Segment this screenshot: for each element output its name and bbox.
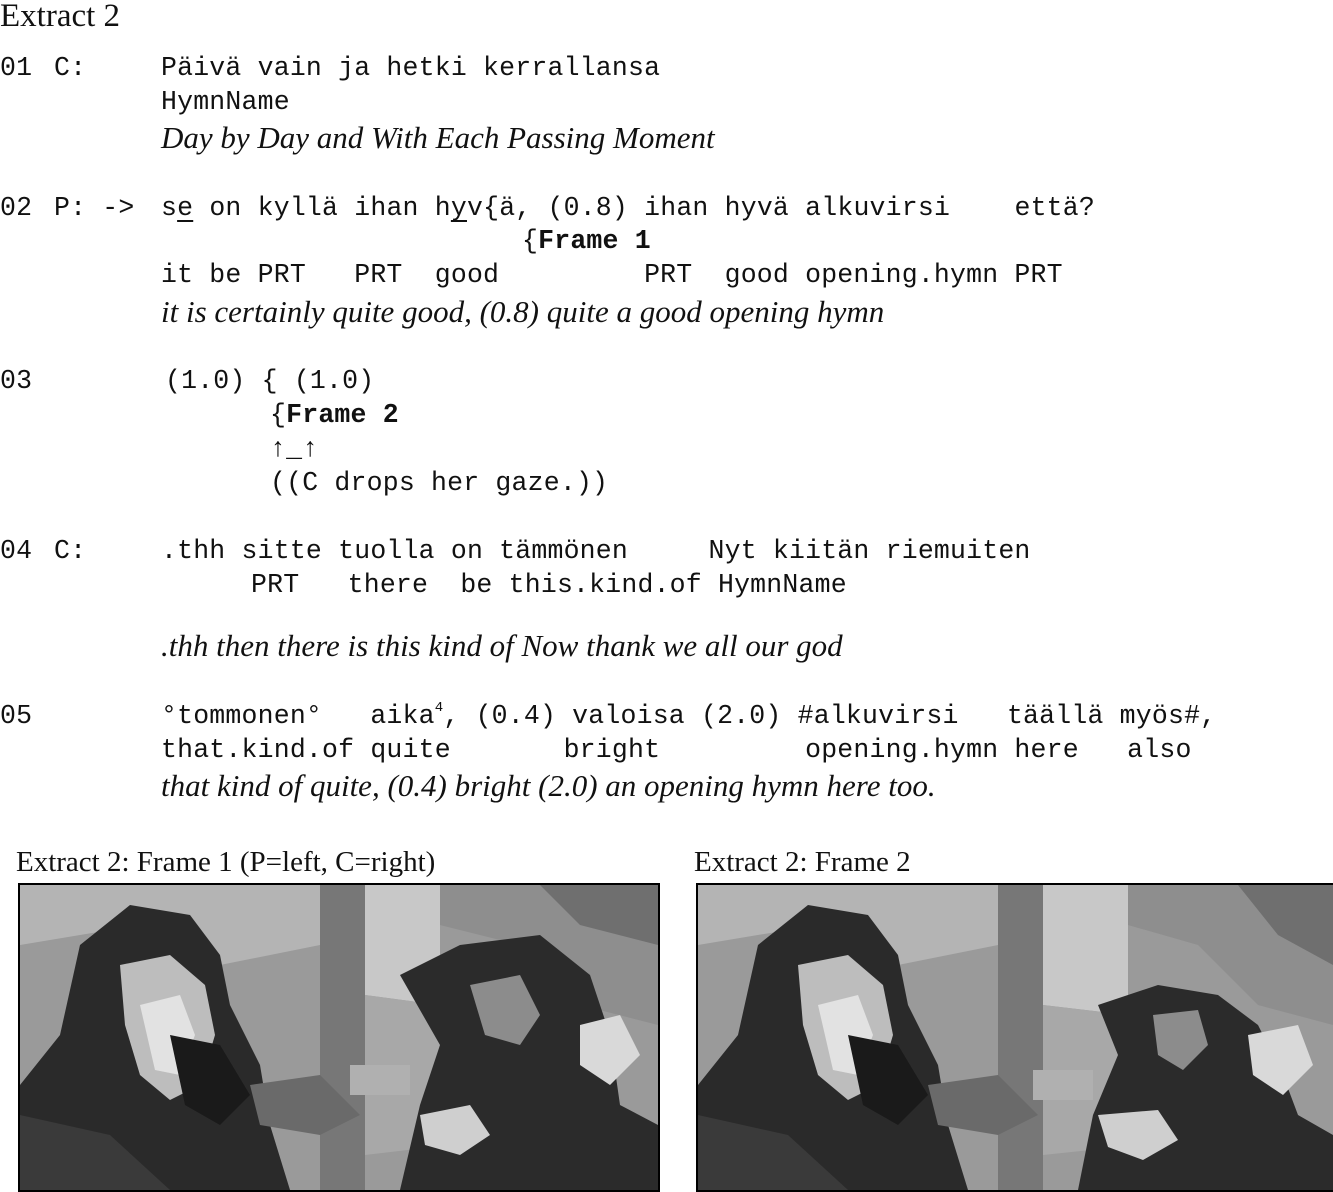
frame-1-image [18,883,660,1192]
figure-caption: Extract 2: Frame 2 [694,846,911,878]
transcript-gloss: HymnName [161,87,290,117]
transcript-original: .thh sitte tuolla on tämmönen Nyt kiitän riemuiten [161,536,1031,566]
line-number: 04 [0,536,33,566]
transcript-translation: Day by Day and With Each Passing Moment [161,120,715,155]
frame-marker: {Frame 2 [270,400,399,430]
transcript-original: °tommonen° aika$^4$, (0.4) valoisa (2.0) #alkuvirsi täällä myös#, [161,700,1217,731]
frame-2-image [696,883,1333,1192]
transcript-gloss: it be PRT PRT good PRT good opening.hymn PRT [161,260,1063,290]
transcript-note: ((C drops her gaze.)) [270,468,609,498]
transcript-translation: that kind of quite, (0.4) bright (2.0) an opening hymn here too. [161,768,936,803]
transcript-original: (1.0) { (1.0) [165,366,375,396]
line-number: 02 [0,193,33,223]
transcript-original: se on kyllä ihan hyv{ä, (0.8) ihan hyvä alkuvirsi että? [161,193,1095,223]
line-number: 03 [0,366,33,396]
line-number: 01 [0,53,33,83]
line-number: 05 [0,701,33,731]
frame-marker: {Frame 1 [522,226,651,256]
transcript-gloss: PRT there be this.kind.of HymnName [251,570,847,600]
speaker-label: C: [54,53,87,83]
transcript-translation: it is certainly quite good, (0.8) quite a good opening hymn [161,294,885,329]
transcript-translation: .thh then there is this kind of Now thank we all our god [161,628,843,663]
speaker-label: C: [54,536,87,566]
speaker-label: P: -> [54,193,135,223]
gaze-arrows: ↑_↑ [270,434,319,464]
figure-caption: Extract 2: Frame 1 (P=left, C=right) [16,846,436,878]
transcript-gloss: that.kind.of quite bright opening.hymn here also [161,735,1192,765]
extract-title: Extract 2 [0,0,121,34]
transcript-original: Päivä vain ja hetki kerrallansa [161,53,661,83]
